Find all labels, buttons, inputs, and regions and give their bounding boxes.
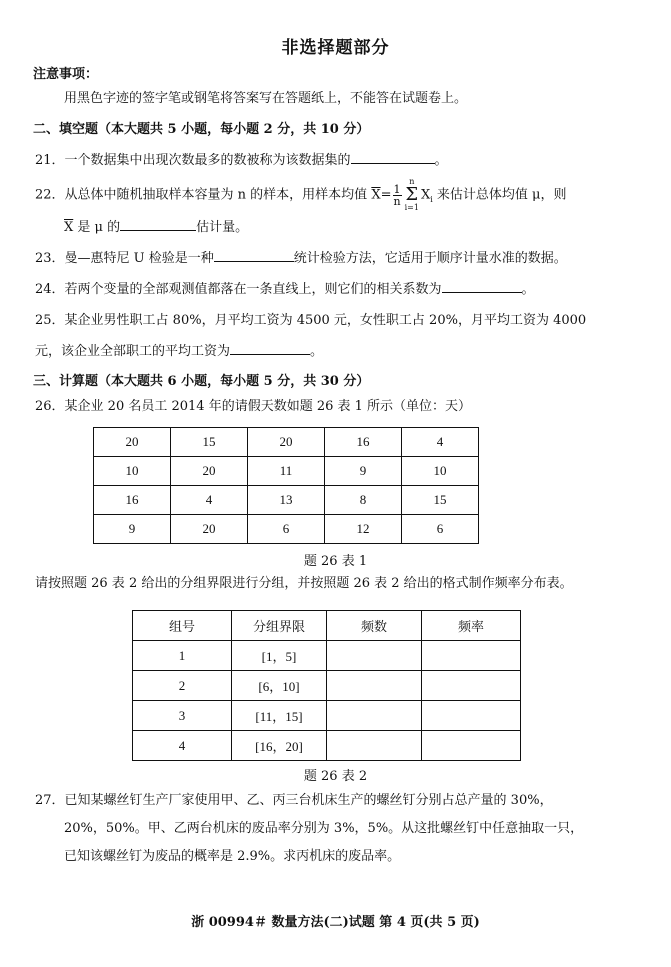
question-22-line2 xyxy=(64,218,248,237)
table-26-2-cell: 4 xyxy=(133,731,232,761)
table-26-2-cell xyxy=(327,731,422,761)
table-26-2-row xyxy=(133,731,521,761)
q24-end: 。 xyxy=(521,282,535,297)
q22-xi-sub: i xyxy=(430,195,433,205)
question-26-intro: 26．某企业 20 名员工 2014 年的请假天数如题 26 表 1 所示（单位：天） xyxy=(35,399,472,414)
question-21 xyxy=(35,151,448,170)
q22-summation xyxy=(405,178,419,212)
q22-frac-den: n xyxy=(393,194,401,208)
q22-answer-blank xyxy=(120,218,196,231)
q22-sum-top: n xyxy=(409,177,415,186)
table-26-2-row xyxy=(133,671,521,701)
table-26-1-cell: 20 xyxy=(171,515,248,544)
table-26-2-cell: 2 xyxy=(133,671,232,701)
table-26-2-cell xyxy=(422,731,521,761)
table-26-2-cell xyxy=(422,671,521,701)
q25-text: 元，该企业全部职工的平均工资为 xyxy=(35,344,231,359)
q22-equals: = xyxy=(380,187,392,203)
table-26-1-cell: 16 xyxy=(94,486,171,515)
q21-text: 21．一个数据集中出现次数最多的数被称为该数据集的 xyxy=(35,153,351,168)
table-26-1-cell: 11 xyxy=(248,457,325,486)
question-27-line1: 27．已知某螺丝钉生产厂家使用甲、乙、丙三台机床生产的螺丝钉分别占总产量的 30%， xyxy=(35,793,553,808)
table-26-2-header: 组号 xyxy=(133,611,232,641)
table-26-1-cell: 9 xyxy=(94,515,171,544)
table-26-1-cell: 16 xyxy=(325,428,402,457)
q22-sum-bottom: i=1 xyxy=(404,203,419,212)
q21-end: 。 xyxy=(434,153,448,168)
table-26-2-cell xyxy=(327,641,422,671)
table-26-2-header: 频率 xyxy=(422,611,521,641)
table-26-1-cell: 10 xyxy=(402,457,479,486)
q22-text-end: 来估计总体均值 μ，则 xyxy=(436,187,567,203)
table-26-2-caption: 题 26 表 2 xyxy=(303,769,368,784)
section3-heading: 三、计算题（本大题共 6 小题，每小题 5 分，共 30 分） xyxy=(33,374,370,389)
q22-xbar: $\overline{X}$ xyxy=(371,187,381,203)
table-26-1-caption: 题 26 表 1 xyxy=(303,554,368,569)
q24-answer-blank xyxy=(442,280,522,293)
q22-fraction xyxy=(393,184,402,207)
table-26-1-cell: 15 xyxy=(171,428,248,457)
question-27-line3: 已知该螺丝钉为废品的概率是 2.9%。求丙机床的废品率。 xyxy=(64,849,401,864)
q23-answer-blank xyxy=(214,249,294,262)
question-27-line2: 20%，50%。甲、乙两台机床的废品率分别为 3%，5%。从这批螺丝钉中任意抽取一只， xyxy=(64,821,584,836)
page-footer: 浙 00994＃ 数量方法(二)试题 第 4 页(共 5 页) xyxy=(191,915,480,930)
q22-text: 22．从总体中随机抽取样本容量为 n 的样本，用样本均值 xyxy=(35,187,368,203)
table-26-2-cell xyxy=(327,701,422,731)
question-26-instruction: 请按照题 26 表 2 给出的分组界限进行分组，并按照题 26 表 2 给出的格式制作频率分布表。 xyxy=(35,576,573,591)
table-26-1-cell: 4 xyxy=(171,486,248,515)
table-26-1-cell: 9 xyxy=(325,457,402,486)
table-26-1-cell: 8 xyxy=(325,486,402,515)
table-26-1-cell: 15 xyxy=(402,486,479,515)
question-23 xyxy=(35,249,567,268)
table-26-2 xyxy=(132,610,521,761)
notice-text: 用黑色字迹的签字笔或钢笔将答案写在答题纸上，不能答在试题卷上。 xyxy=(64,91,468,106)
table-26-1-row xyxy=(94,457,479,486)
q23-end: 统计检验方法，它适用于顺序计量水准的数据。 xyxy=(293,251,567,266)
table-26-1-row xyxy=(94,428,479,457)
table-26-1 xyxy=(93,427,479,544)
table-26-2-cell: [1，5] xyxy=(232,641,327,671)
q25-end: 。 xyxy=(310,344,324,359)
q25-answer-blank xyxy=(230,342,310,355)
table-26-2-cell xyxy=(327,671,422,701)
table-26-1-cell: 12 xyxy=(325,515,402,544)
q22-frac-num: 1 xyxy=(393,182,401,196)
page-title: 非选择题部分 xyxy=(281,38,390,58)
q22-line2-end: 估计量。 xyxy=(196,220,249,235)
table-26-2-cell xyxy=(422,641,521,671)
table-26-1-cell: 13 xyxy=(248,486,325,515)
table-26-2-cell: 3 xyxy=(133,701,232,731)
table-26-1-row xyxy=(94,486,479,515)
table-26-2-row xyxy=(133,701,521,731)
question-25-line1: 25．某企业男性职工占 80%，月平均工资为 4500 元，女性职工占 20%，月平均工资为 4000 xyxy=(35,313,587,328)
q22-sum-symbol: Σ xyxy=(405,184,419,205)
table-26-2-header: 频数 xyxy=(327,611,422,641)
question-25-line2 xyxy=(35,342,323,361)
question-24 xyxy=(35,280,535,299)
q24-text: 24．若两个变量的全部观测值都落在一条直线上，则它们的相关系数为 xyxy=(35,282,442,297)
table-26-1-cell: 20 xyxy=(248,428,325,457)
table-26-2-row xyxy=(133,641,521,671)
table-26-2-cell: 1 xyxy=(133,641,232,671)
table-26-2-cell: [11，15] xyxy=(232,701,327,731)
table-26-2-header: 分组界限 xyxy=(232,611,327,641)
q22-xi: X xyxy=(420,187,431,203)
q21-answer-blank xyxy=(351,151,435,164)
table-26-2-cell: [16，20] xyxy=(232,731,327,761)
table-26-1-cell: 10 xyxy=(94,457,171,486)
table-26-2-cell: [6，10] xyxy=(232,671,327,701)
table-26-1-cell: 6 xyxy=(402,515,479,544)
table-26-1-cell: 4 xyxy=(402,428,479,457)
table-26-2-cell xyxy=(422,701,521,731)
table-26-1-cell: 20 xyxy=(171,457,248,486)
section2-heading: 二、填空题（本大题共 5 小题，每小题 2 分，共 10 分） xyxy=(33,122,370,137)
table-26-1-cell: 20 xyxy=(94,428,171,457)
notice-heading: 注意事项： xyxy=(33,67,99,82)
table-26-1-cell: 6 xyxy=(248,515,325,544)
table-26-1-row xyxy=(94,515,479,544)
q23-text: 23．曼—惠特尼 U 检验是一种 xyxy=(35,251,214,266)
q22-line2-text: 是 μ 的 xyxy=(77,220,121,235)
question-22 xyxy=(35,178,567,216)
q22-line2-xbar: $\overline{X}$ xyxy=(64,220,74,235)
